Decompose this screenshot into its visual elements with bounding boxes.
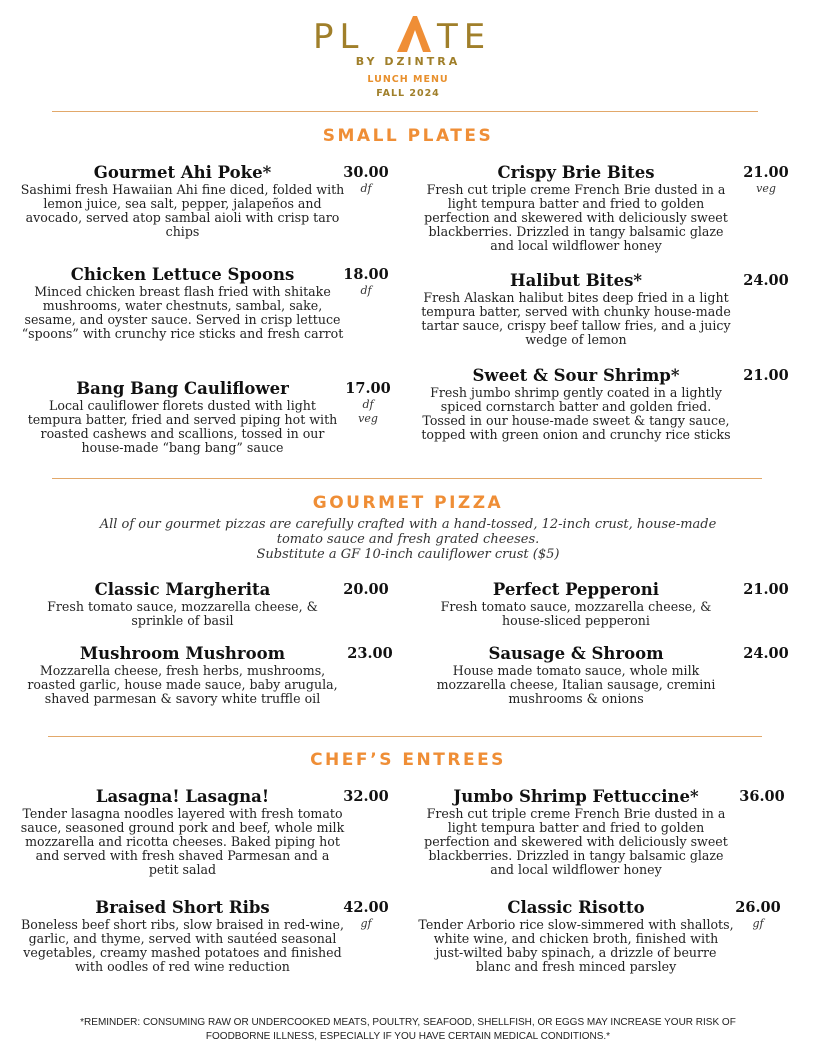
pizza-intro-text: All of our gourmet pizzas are carefully crafted with a hand-tossed, 12-inch crust, house-made tomato sauce and fresh grated cheeses. <box>99 517 717 547</box>
item-price: 18.00 <box>343 266 389 283</box>
health-disclaimer: *REMINDER: CONSUMING RAW OR UNDERCOOKED MEATS, POULTRY, SEAFOOD, SHELLFISH, OR EGGS MAY INCREASE YOUR RISK OF FOODBORNE ILLNESS, ESPECIALLY IF YOU HAVE CERTAIN MEDICAL CONDITIONS.* <box>80 1017 736 1042</box>
item-name: Lasagna! Lasagna! <box>95 787 270 806</box>
item-price: 23.00 <box>347 645 393 662</box>
menu-item <box>20 379 345 455</box>
item-name: Classic Risotto <box>507 898 645 917</box>
menu-item <box>20 787 345 877</box>
menu-item <box>20 163 345 239</box>
pizza-substitute-note: Substitute a GF 10-inch cauliflower crust ($5) <box>256 547 560 562</box>
item-description: Minced chicken breast flash fried with shitake mushrooms, water chestnuts, sambal, sake, sesame, and oyster sauce. Served in crisp lettuce “spoons” with crunchy rice sticks and fresh carrot <box>21 284 344 341</box>
menu-item <box>20 265 345 341</box>
item-name: Jumbo Shrimp Fettuccine* <box>453 787 699 806</box>
item-name: Bang Bang Cauliflower <box>76 379 289 398</box>
menu-season: FALL 2024 <box>376 88 440 99</box>
item-price-block <box>340 380 396 426</box>
dietary-tag: gf <box>752 917 764 930</box>
item-price-block <box>738 581 794 599</box>
item-price-block <box>338 581 394 599</box>
item-description: Fresh tomato sauce, mozzarella cheese, & house-sliced pepperoni <box>440 599 712 628</box>
item-name: Classic Margherita <box>94 580 271 599</box>
item-price: 20.00 <box>343 581 389 598</box>
dietary-tag: df <box>360 182 372 195</box>
divider <box>52 478 762 479</box>
plate-logo <box>0 14 816 54</box>
item-price-block <box>738 272 794 290</box>
dietary-tag: veg <box>756 182 776 195</box>
menu-item <box>20 644 345 706</box>
item-description: Tender Arborio rice slow-simmered with shallots, white wine, and chicken broth, finished with just-wilted baby spinach, a drizzle of beurre blanc and fresh minced parsley <box>418 917 734 974</box>
item-price-block <box>738 367 794 385</box>
menu-title: LUNCH MENU <box>367 74 449 85</box>
plate-wordmark <box>313 14 503 54</box>
item-name: Halibut Bites* <box>510 271 642 290</box>
item-description: Mozzarella cheese, fresh herbs, mushrooms, roasted garlic, house made sauce, baby arugula, shaved parmesan & savory white truffle oil <box>27 663 338 706</box>
section-title-small-plates: SMALL PLATES <box>322 126 494 146</box>
item-price-block <box>338 899 394 931</box>
item-name: Mushroom Mushroom <box>79 644 286 663</box>
item-description: Sashimi fresh Hawaiian Ahi fine diced, folded with lemon juice, sea salt, pepper, jalapeños and avocado, served atop sambal aioli with crisp taro chips <box>20 182 345 239</box>
menu-item <box>418 271 734 347</box>
item-name: Chicken Lettuce Spoons <box>70 265 295 284</box>
menu-item <box>20 580 345 628</box>
item-name: Sweet & Sour Shrimp* <box>472 366 680 385</box>
item-price: 21.00 <box>743 164 789 181</box>
item-price: 42.00 <box>343 899 389 916</box>
item-price: 21.00 <box>743 581 789 598</box>
dietary-tag: df <box>362 398 374 411</box>
item-name: Braised Short Ribs <box>95 898 270 917</box>
menu-item <box>20 898 345 974</box>
item-name: Gourmet Ahi Poke* <box>93 163 272 182</box>
item-price-block <box>338 788 394 806</box>
item-price: 36.00 <box>739 788 785 805</box>
item-description: Fresh tomato sauce, mozzarella cheese, & sprinkle of basil <box>47 599 318 628</box>
item-description: Fresh cut triple creme French Brie dusted in a light tempura batter and fried to golden perfection and skewered with deliciously sweet blackberries. Drizzled in tangy balsamic glaze and local wildflower honey <box>424 182 728 253</box>
dietary-tag: df <box>360 284 372 297</box>
item-description: Tender lasagna noodles layered with fresh tomato sauce, seasoned ground pork and beef, whole milk mozzarella and ricotta cheeses. Baked piping hot and served with fresh shaved Parmesan and a petit salad <box>20 806 345 877</box>
menu-item <box>418 366 734 442</box>
item-price: 24.00 <box>743 645 789 662</box>
section-title-chefs-entrees: CHEF’S ENTREES <box>310 750 506 770</box>
menu-item <box>418 644 734 706</box>
section-title-gourmet-pizza: GOURMET PIZZA <box>312 493 504 513</box>
pizza-intro <box>90 517 726 562</box>
item-name: Perfect Pepperoni <box>492 580 660 599</box>
item-description: Local cauliflower florets dusted with light tempura batter, fried and served piping hot with roasted cashews and scallions, tossed in our house-made “bang bang” sauce <box>27 398 338 455</box>
item-price: 17.00 <box>345 380 391 397</box>
item-price: 24.00 <box>743 272 789 289</box>
item-description: Boneless beef short ribs, slow braised in red-wine, garlic, and thyme, served with sautéed seasonal vegetables, creamy mashed potatoes and finished with oodles of red wine reduction <box>20 917 345 974</box>
item-description: Fresh cut triple creme French Brie dusted in a light tempura batter and fried to golden perfection and skewered with deliciously sweet blackberries. Drizzled in tangy balsamic glaze and local wildflower honey <box>424 806 728 877</box>
menu-item <box>418 898 734 974</box>
dietary-tag: gf <box>360 917 372 930</box>
item-price: 32.00 <box>343 788 389 805</box>
item-price-block <box>738 645 794 663</box>
svg-text:PL: PL <box>313 17 365 54</box>
svg-text:TE: TE <box>437 17 492 54</box>
divider <box>52 111 758 112</box>
item-price: 21.00 <box>743 367 789 384</box>
item-price-block <box>730 899 786 931</box>
item-price-block <box>338 266 394 298</box>
menu-item <box>418 163 734 253</box>
item-price-block <box>342 645 398 663</box>
menu-item <box>418 580 734 628</box>
item-price: 26.00 <box>735 899 781 916</box>
item-price-block <box>734 788 790 806</box>
item-price-block <box>738 164 794 196</box>
item-name: Crispy Brie Bites <box>497 163 655 182</box>
dietary-tag: veg <box>358 412 378 425</box>
item-price: 30.00 <box>343 164 389 181</box>
item-description: Fresh jumbo shrimp gently coated in a lightly spiced cornstarch batter and golden fried. Tossed in our house-made sweet & tangy sauce, topped with green onion and crunchy rice sticks <box>421 385 731 442</box>
divider <box>48 736 762 737</box>
item-description: Fresh Alaskan halibut bites deep fried in a light tempura batter, served with chunky house-made tartar sauce, crispy beef tallow fries, and a juicy wedge of lemon <box>421 290 731 347</box>
item-name: Sausage & Shroom <box>488 644 664 663</box>
item-price-block <box>338 164 394 196</box>
item-description: House made tomato sauce, whole milk mozzarella cheese, Italian sausage, cremini mushrooms & onions <box>436 663 716 706</box>
menu-item <box>418 787 734 877</box>
brand-byline: BY DZINTRA <box>355 55 461 68</box>
